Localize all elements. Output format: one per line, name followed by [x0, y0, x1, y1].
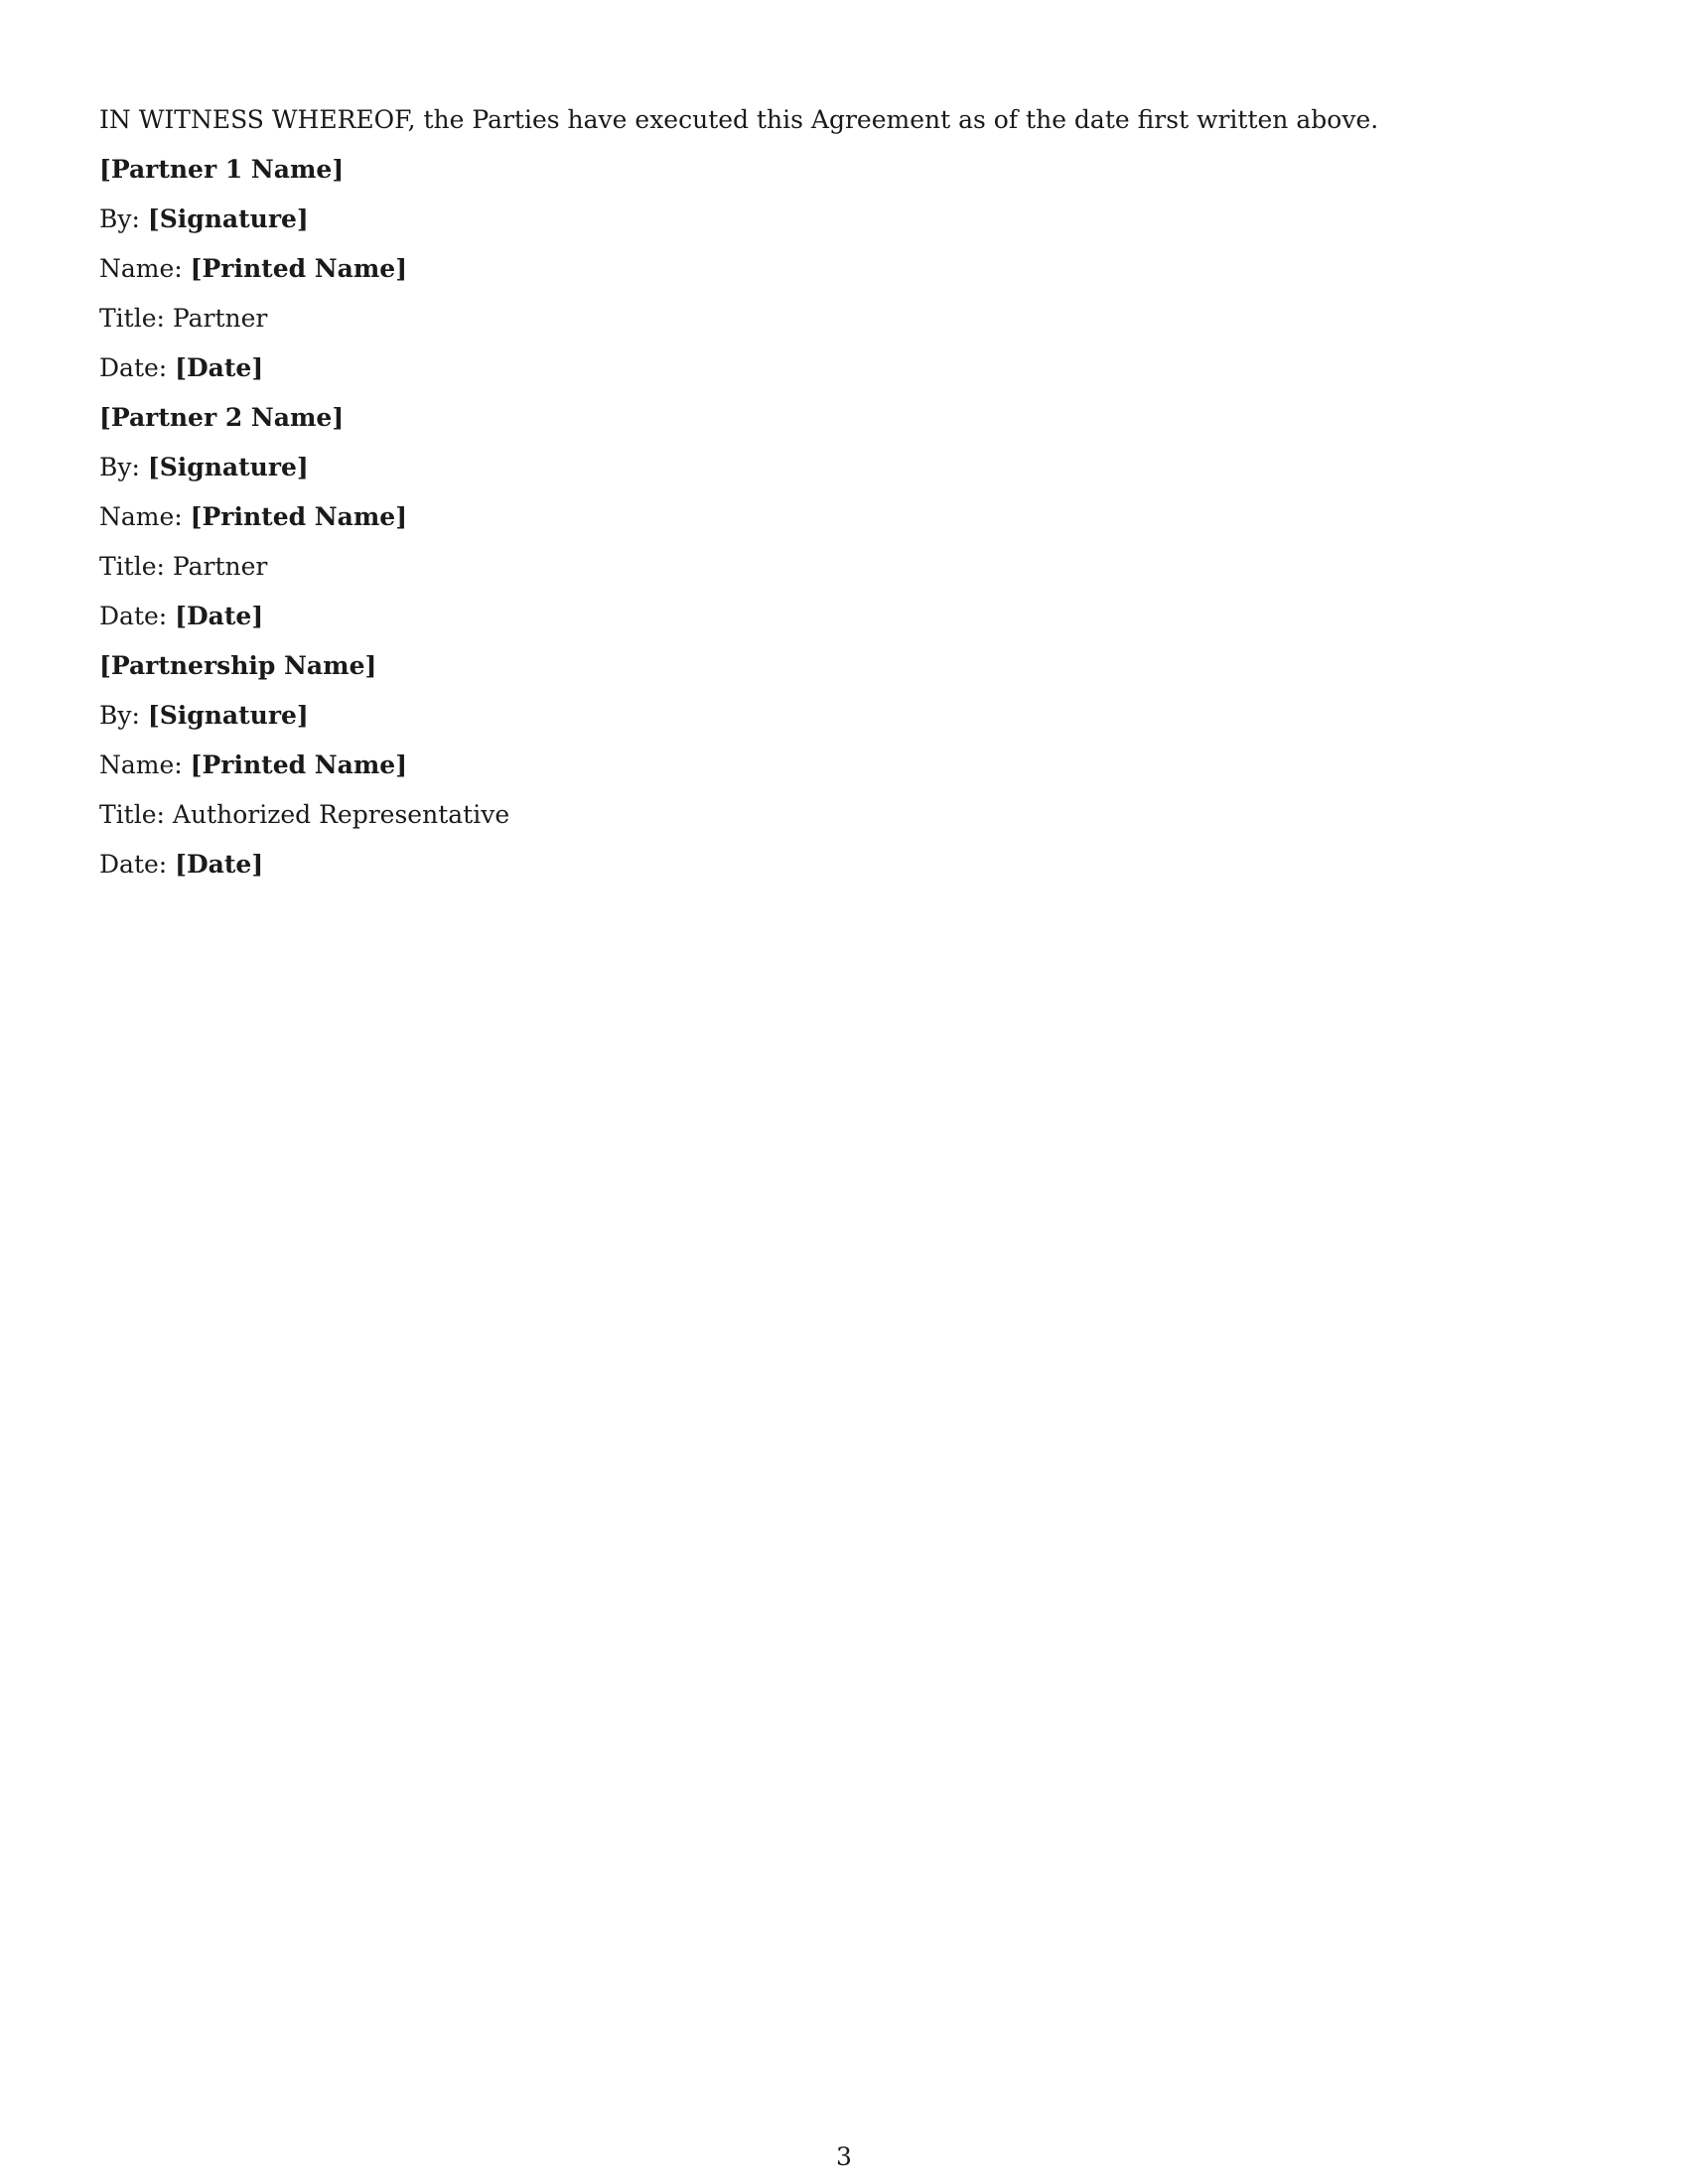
by-label: By: [99, 453, 140, 481]
by-label: By: [99, 205, 140, 233]
by-label: By: [99, 701, 140, 730]
name-label: Name: [99, 254, 183, 283]
by-value: [Signature] [147, 701, 309, 730]
title-line [99, 294, 1589, 343]
name-line [99, 492, 1589, 542]
title-line [99, 790, 1589, 840]
name-value: [Printed Name] [190, 751, 408, 779]
party-name: [Partner 1 Name] [99, 155, 345, 184]
name-value: [Printed Name] [190, 254, 408, 283]
signature-section [99, 95, 1589, 889]
date-line [99, 840, 1589, 889]
name-label: Name: [99, 502, 183, 531]
signature-block-partnership [99, 641, 1589, 889]
name-line [99, 244, 1589, 294]
title-line [99, 542, 1589, 592]
party-name: [Partnership Name] [99, 651, 377, 680]
title-value: Partner [172, 304, 268, 333]
title-value: Authorized Representative [172, 800, 510, 829]
by-value: [Signature] [147, 453, 309, 481]
date-label: Date: [99, 602, 168, 630]
page-number: 3 [836, 2142, 852, 2171]
name-label: Name: [99, 751, 183, 779]
title-label: Title: [99, 800, 165, 829]
date-label: Date: [99, 850, 168, 879]
by-line [99, 691, 1589, 741]
witness-statement: IN WITNESS WHEREOF, the Parties have executed this Agreement as of the date first written above. [99, 105, 1379, 134]
date-line [99, 592, 1589, 641]
signature-block-partner-1 [99, 145, 1589, 393]
date-value: [Date] [175, 602, 264, 630]
date-value: [Date] [175, 353, 264, 382]
title-value: Partner [172, 552, 268, 581]
name-line [99, 741, 1589, 790]
party-name: [Partner 2 Name] [99, 403, 345, 432]
signature-block-partner-2 [99, 393, 1589, 641]
name-value: [Printed Name] [190, 502, 408, 531]
title-label: Title: [99, 552, 165, 581]
by-line [99, 443, 1589, 492]
date-value: [Date] [175, 850, 264, 879]
title-label: Title: [99, 304, 165, 333]
by-value: [Signature] [147, 205, 309, 233]
by-line [99, 195, 1589, 244]
date-line [99, 343, 1589, 393]
date-label: Date: [99, 353, 168, 382]
